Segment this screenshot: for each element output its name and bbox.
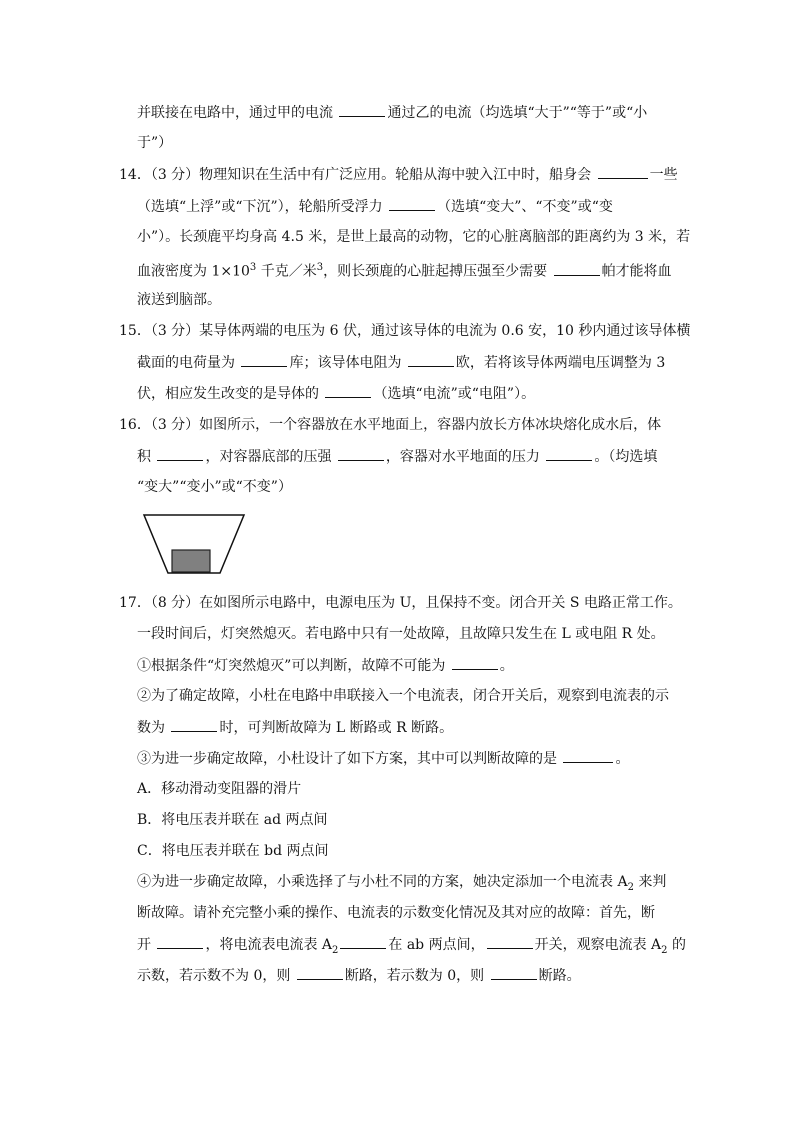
q16-line-3: “变大”“变小”或“不变”）: [137, 479, 292, 495]
q15-line-1: 15．（3 分）某导体两端的电压为 6 伏，通过该导体的电流为 0.6 安，10 秒内通过该导体横: [119, 323, 691, 339]
container-diagram: [140, 513, 250, 577]
q14-line-5: 液送到脑部。: [137, 292, 221, 308]
answer-blank[interactable]: [338, 446, 384, 461]
ice-block: [172, 550, 210, 572]
answer-blank[interactable]: [339, 102, 385, 117]
q14-line-1: 14．（3 分）物理知识在生活中有广泛应用。轮船从海中驶入江中时，船身会 一些: [119, 164, 678, 185]
q17-option-a[interactable]: A．移动滑动变阻器的滑片: [137, 781, 302, 797]
q17-line-2: 一段时间后，灯突然熄灭。若电路中只有一处故障，且故障只发生在 L 或电阻 R 处。: [137, 626, 665, 642]
q17-line-6: ③为进一步确定故障，小杜设计了如下方案，其中可以判断故障的是 。: [137, 748, 629, 769]
q17-line-4: ②为了确定故障，小杜在电路中串联接入一个电流表，闭合开关后，观察到电流表的示: [137, 688, 669, 704]
q14-line-4: 血液密度为 $1\times 10^3$ 千克／米$^3$，则长颈鹿的心脏起搏压强至少需要 帕才能将血: [137, 262, 672, 280]
answer-blank[interactable]: [598, 164, 648, 179]
q15-line-2: 截面的电荷量为 库；该导体电阻为 欧，若将该导体两端电压调整为 3: [137, 352, 665, 373]
q17-line-5: 数为 时，可判断故障为 L 断路或 R 断路。: [137, 717, 453, 738]
answer-blank[interactable]: [452, 655, 498, 670]
answer-blank[interactable]: [297, 965, 343, 980]
q17-line-7: ④为进一步确定故障，小乘选择了与小杜不同的方案，她决定添加一个电流表 $A_2$ 来判: [137, 874, 667, 893]
q17-option-c[interactable]: C．将电压表并联在 bd 两点间: [137, 843, 329, 859]
answer-blank[interactable]: [487, 934, 533, 949]
answer-blank[interactable]: [157, 934, 203, 949]
answer-blank[interactable]: [408, 352, 454, 367]
q15-line-3: 伏，相应发生改变的是导体的 （选填“电流”或“电阻”）。: [137, 383, 535, 404]
q17-line-3: ①根据条件“灯突然熄灭”可以判断，故障不可能为 。: [137, 655, 514, 676]
q17-line-8: 断故障。请补充完整小乘的操作、电流表的示数变化情况及其对应的故障：首先，断: [137, 905, 655, 921]
q14-line-3: 小”）。长颈鹿平均身高 4.5 米，是世上最高的动物，它的心脏离脑部的距离约为 3 米，若: [137, 229, 691, 245]
answer-blank[interactable]: [389, 196, 435, 211]
answer-blank[interactable]: [546, 446, 592, 461]
q13-line-2: 于”）: [137, 135, 173, 151]
answer-blank[interactable]: [171, 717, 217, 732]
answer-blank[interactable]: [325, 383, 371, 398]
q17-option-b[interactable]: B．将电压表并联在 ad 两点间: [137, 812, 328, 828]
q17-line-10: 示数，若示数不为 0，则 断路，若示数为 0，则 断路。: [137, 965, 581, 986]
answer-blank[interactable]: [241, 352, 287, 367]
q16-line-1: 16．（3 分）如图所示，一个容器放在水平地面上，容器内放长方体冰块熔化成水后，体: [119, 417, 662, 433]
container-figure: [140, 513, 250, 581]
answer-blank[interactable]: [563, 748, 613, 763]
q13-line-1: 并联接在电路中，通过甲的电流 通过乙的电流（均选填“大于”“等于”或“小: [137, 102, 647, 123]
answer-blank[interactable]: [340, 934, 386, 949]
q16-line-2: 积 ，对容器底部的压强 ，容器对水平地面的压力 。（均选填: [137, 446, 657, 467]
answer-blank[interactable]: [554, 261, 600, 276]
q14-line-2: （选填“上浮”或“下沉”），轮船所受浮力 （选填“变大”、“不变”或“变: [137, 196, 613, 217]
q17-line-9: 开 ，将电流表电流表 $A_2$ 在 ab 两点间， 开关，观察电流表 $A_2$ 的: [137, 934, 686, 961]
answer-blank[interactable]: [157, 446, 203, 461]
q17-line-1: 17．（8 分）在如图所示电路中，电源电压为 U，且保持不变。闭合开关 S 电路正常工作。: [119, 595, 682, 611]
answer-blank[interactable]: [491, 965, 537, 980]
